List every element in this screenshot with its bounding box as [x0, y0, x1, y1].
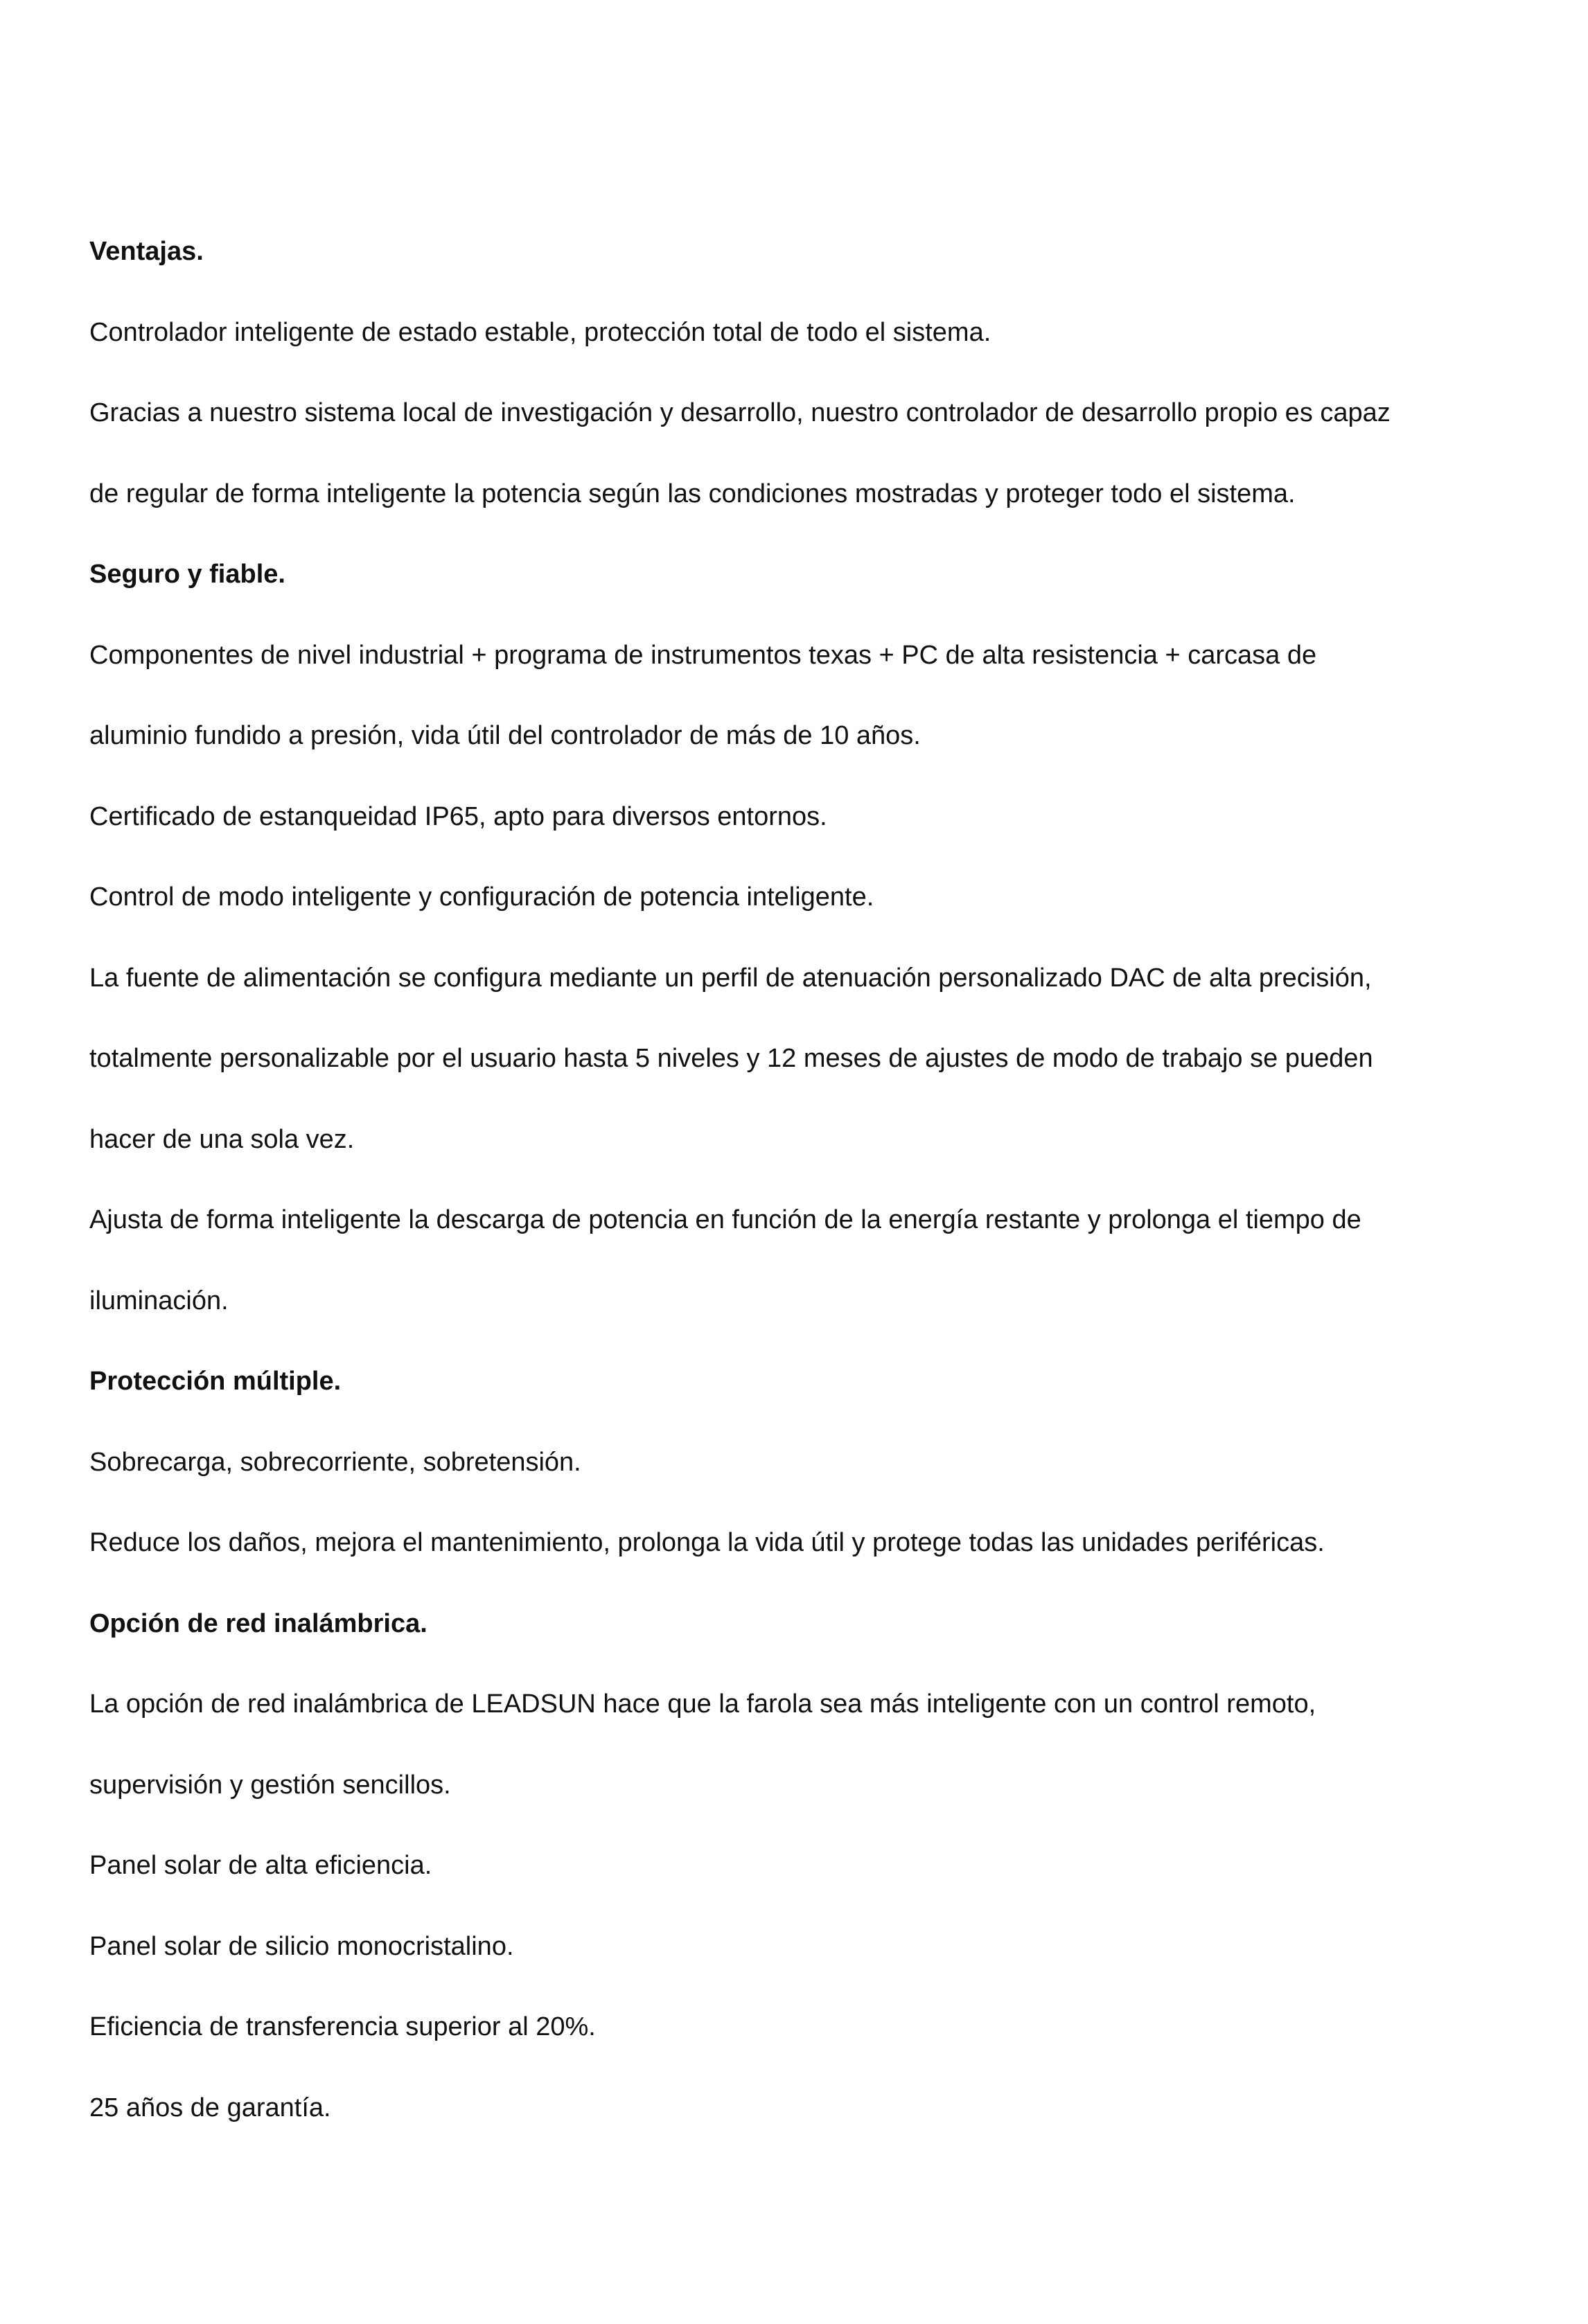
paragraph-line: Controlador inteligente de estado estable, protección total de todo el sistema. [89, 317, 991, 347]
paragraph-line: Reduce los daños, mejora el mantenimiento, prolonga la vida útil y protege todas las unidades periféricas. [89, 1528, 1325, 1557]
paragraph-line: Control de modo inteligente y configuración de potencia inteligente. [89, 882, 874, 912]
paragraph-line: hacer de una sola vez. [89, 1124, 355, 1154]
paragraph-line: totalmente personalizable por el usuario hasta 5 niveles y 12 meses de ajustes de modo de trabajo se pueden [89, 1044, 1373, 1073]
paragraph-line: Certificado de estanqueidad IP65, apto para diversos entornos. [89, 801, 827, 831]
paragraph-line: Panel solar de alta eficiencia. [89, 1851, 432, 1880]
paragraph-line: Componentes de nivel industrial + programa de instrumentos texas + PC de alta resistencia + carcasa de [89, 640, 1317, 670]
paragraph-line: de regular de forma inteligente la potencia según las condiciones mostradas y proteger todo el sistema. [89, 479, 1296, 508]
heading-ventajas: Ventajas. [89, 237, 204, 266]
paragraph-line: 25 años de garantía. [89, 2093, 331, 2122]
paragraph-line: Eficiencia de transferencia superior al 20%. [89, 2012, 596, 2041]
paragraph-line: Panel solar de silicio monocristalino. [89, 1931, 514, 1961]
heading-seguro-y-fiable: Seguro y fiable. [89, 560, 285, 589]
paragraph-line: supervisión y gestión sencillos. [89, 1770, 451, 1800]
paragraph-line: Ajusta de forma inteligente la descarga de potencia en función de la energía restante y prolonga el tiempo de [89, 1205, 1361, 1234]
document-body [89, 236, 1461, 2172]
heading-opcion-de-red-inalambrica: Opción de red inalámbrica. [89, 1608, 427, 1638]
paragraph-line: Gracias a nuestro sistema local de investigación y desarrollo, nuestro controlador de desarrollo propio es capaz [89, 398, 1391, 427]
paragraph-line: Sobrecarga, sobrecorriente, sobretensión. [89, 1447, 581, 1477]
paragraph-line: iluminación. [89, 1286, 229, 1315]
paragraph-line: La fuente de alimentación se configura mediante un perfil de atenuación personalizado DAC de alta precisión, [89, 963, 1372, 993]
paragraph-line: La opción de red inalámbrica de LEADSUN hace que la farola sea más inteligente con un control remoto, [89, 1689, 1316, 1719]
heading-proteccion-multiple: Protección múltiple. [89, 1367, 342, 1396]
paragraph-line: aluminio fundido a presión, vida útil del controlador de más de 10 años. [89, 721, 921, 750]
